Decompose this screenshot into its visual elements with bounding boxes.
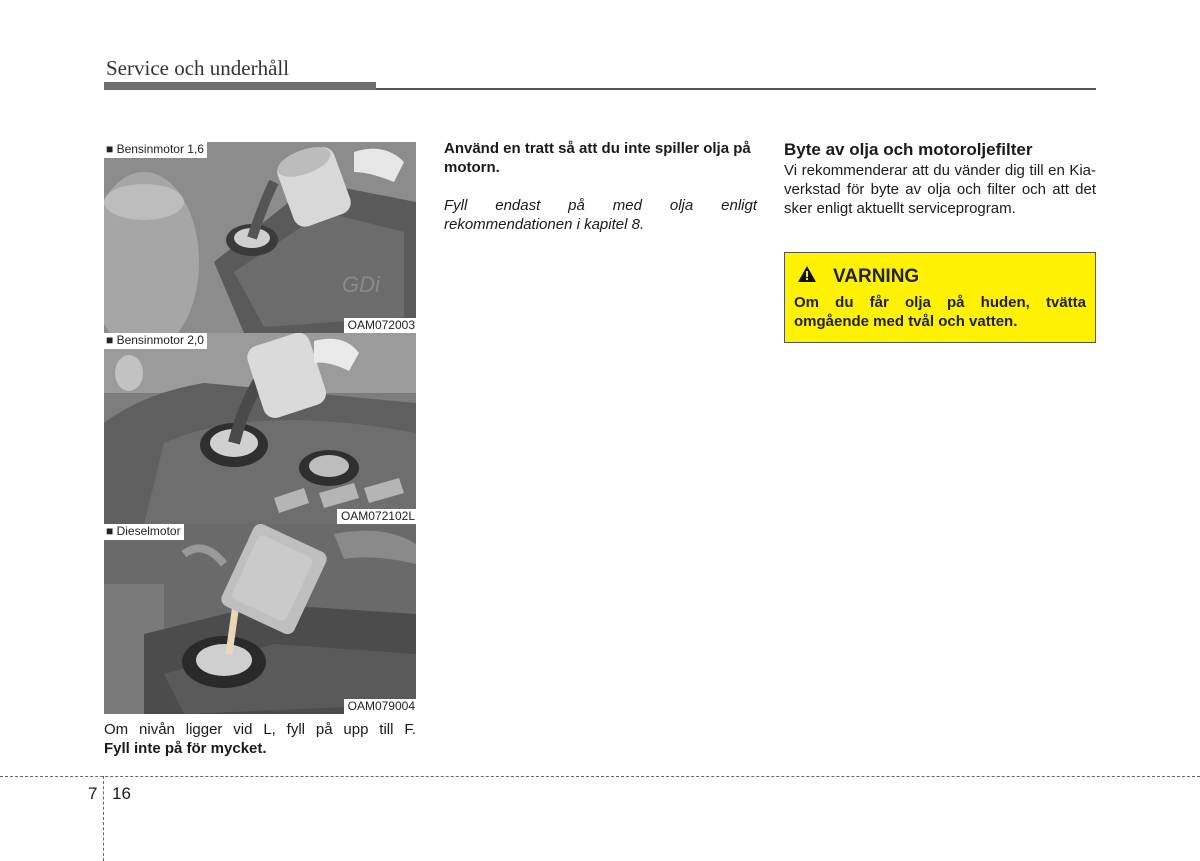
section-heading: Byte av olja och motoroljefilter bbox=[784, 140, 1033, 159]
svg-text:GDi: GDi bbox=[342, 272, 380, 297]
page-number: 16 bbox=[112, 784, 131, 803]
oil-level-note bbox=[104, 720, 416, 758]
section-title: Service och underhåll bbox=[106, 56, 290, 80]
figure-code: OAM072003 bbox=[344, 318, 416, 333]
engine-illustration bbox=[104, 524, 416, 714]
figure-diesel bbox=[104, 524, 416, 714]
note-bold: Fyll inte på för mycket. bbox=[104, 740, 267, 757]
engine-illustration bbox=[104, 333, 416, 524]
warning-text: Om du får olja på huden, tvätta omgående med tvål och vatten. bbox=[794, 294, 1086, 330]
chapter-number: 7 bbox=[88, 784, 98, 803]
figure-label: ■ Bensinmotor 1,6 bbox=[104, 142, 207, 158]
section-body: Vi rekommenderar att du vänder dig till en Kia-verkstad för byte av olja och filter och att det sker enligt aktuellt serviceprogram. bbox=[784, 162, 1096, 217]
header-rule-thick bbox=[104, 82, 376, 90]
footer-divider bbox=[0, 776, 1200, 777]
figure-code: OAM072102L bbox=[337, 509, 416, 524]
warning-icon bbox=[797, 265, 817, 283]
footer-vertical-divider bbox=[103, 776, 104, 861]
figure-petrol-1-6 bbox=[104, 142, 416, 333]
figure-petrol-2-0 bbox=[104, 333, 416, 524]
funnel-instructions bbox=[444, 139, 757, 234]
warning-title: VARNING bbox=[833, 266, 920, 287]
header-rule-thin bbox=[376, 88, 1096, 90]
figure-label: ■ Dieselmotor bbox=[104, 524, 184, 540]
figure-label: ■ Bensinmotor 2,0 bbox=[104, 333, 207, 349]
note-text: Om nivån ligger vid L, fyll på upp till F. bbox=[104, 721, 416, 738]
oil-change-section bbox=[784, 139, 1096, 218]
engine-illustration bbox=[104, 142, 416, 333]
warning-box bbox=[784, 252, 1096, 343]
figure-code: OAM079004 bbox=[344, 699, 416, 714]
funnel-bold-text: Använd en tratt så att du inte spiller olja på motorn. bbox=[444, 140, 751, 176]
oil-recommendation-text: Fyll endast på med olja enligt rekommendationen i kapitel 8. bbox=[444, 197, 757, 233]
